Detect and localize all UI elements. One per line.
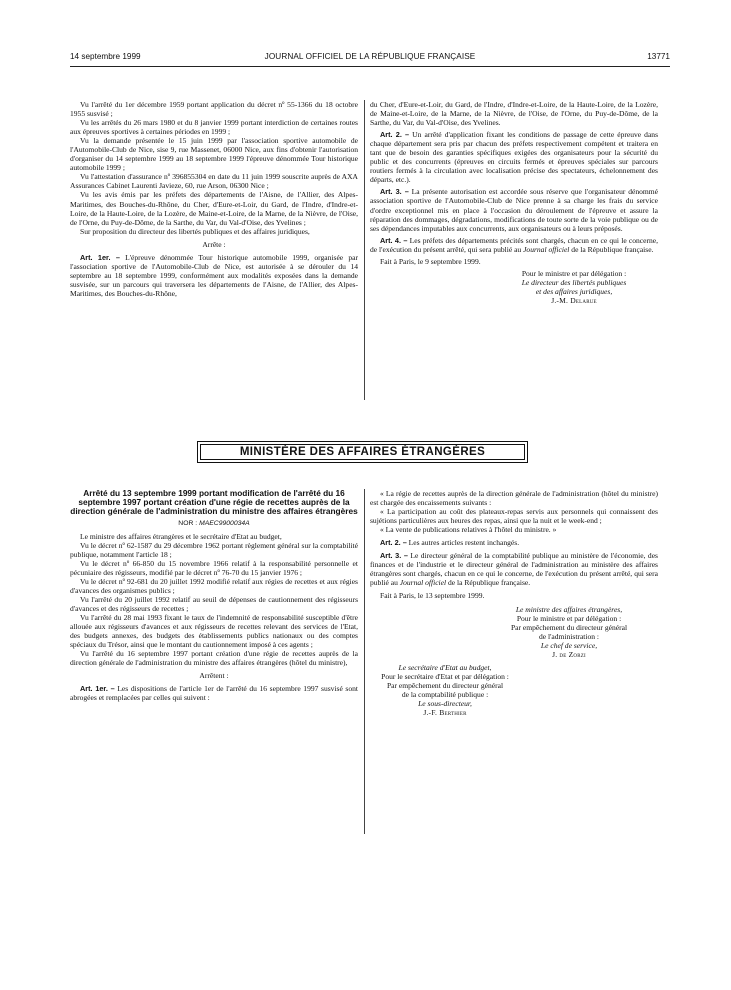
top-right-column — [370, 100, 658, 305]
signature-line: de l'administration : — [538, 631, 600, 641]
visa-paragraph: Vu l'arrêté du 28 mai 1993 fixant le taux de l'indemnité de responsabilité susceptible d'être allouée aux régisseurs d'avances et aux régisseurs de recettes relevant des services de l'Etat, des budgets annexes, des budgets des établissements publics nationaux ou des comptes spéciaux du Trésor, ainsi que le montant du cautionnement imposé à ces agents ; — [70, 613, 358, 650]
signature-line: Le ministre des affaires étrangères, — [515, 604, 623, 614]
journal-officiel-ref: Journal officiel — [399, 578, 447, 588]
visa-paragraph: Vu le décret nº 66-850 du 15 novembre 1966 relatif à la responsabilité personnelle et pécuniaire des régisseurs, modifié par le décret nº 76-70 du 15 janvier 1976 ; — [70, 558, 358, 577]
article-text: Les préfets des départements précités sont chargés, chacun en ce qui le concerne, de l'exécution du présent arrêté, qui sera publié au — [370, 235, 659, 254]
article-text: L'épreuve dénommée Tour historique automobile 1999, organisée par l'association sportive de l'Automobile-Club de Nice, est autorisée à se dérouler du 14 septembre au 18 septembre 1999, conformément aux modalités exposées dans la demande susvisée, sur un parcours qui traversera les départements de l'Aisne, de l'Allier, des Alpes-Maritimes, des Bouches-du-Rhône, — [70, 252, 358, 298]
signature-block-budget — [370, 663, 520, 717]
article-2 — [370, 130, 658, 184]
signatory-name: J.-M. Delarue — [551, 295, 597, 305]
article-4 — [370, 236, 658, 254]
visa-paragraph: Vu les avis émis par les préfets des départements de l'Aisne, de l'Allier, des Alpes-Maritimes, des Bouches-du-Rhône, du Cher, d'Eure-et-Loir, du Gard, de l'Indre, d'Indre-et-Loire, de la Haute-Loire, de la Lozère, de Maine-et-Loire, de la Marne, de la Nièvre, de l'Oise, de l'Orne, du Puy-de-Dôme, de la Sarthe, du Var, du Val-d'Oise, des Yvelines ; — [70, 190, 358, 227]
article-1 — [70, 253, 358, 298]
article-3 — [370, 187, 658, 232]
article-text: de la République française. — [446, 578, 531, 588]
article-1 — [70, 684, 358, 702]
article-text: Les autres articles restent inchangés. — [406, 538, 520, 548]
header-journal-title: JOURNAL OFFICIEL DE LA RÉPUBLIQUE FRANÇAISE — [264, 52, 476, 61]
signing-date: Fait à Paris, le 13 septembre 1999. — [380, 591, 485, 601]
signatory-name: J.-F. Berthier — [423, 708, 467, 718]
visa-paragraph: Sur proposition du directeur des libertés publiques et des affaires juridiques, — [80, 226, 310, 236]
signature-line: Pour le ministre et par délégation : — [516, 613, 622, 623]
ministry-banner-title: MINISTÈRE DES AFFAIRES ÉTRANGÈRES — [200, 444, 525, 460]
article-text: Le directeur général de la comptabilité publique au ministère de l'économie, des finances et de l'industrie et le directeur général de l'administration au ministère des affaires étrangères sont chargés, chacun en ce qui le concerne, de l'exécution du présent arrêté, qui sera publié au — [370, 551, 658, 588]
signature-line: et des affaires juridiques, — [535, 286, 613, 296]
article-label: Art. 2. – — [380, 538, 407, 548]
visa-paragraph: Vu la demande présentée le 15 juin 1999 par l'association sportive automobile de l'Automobile-Club de Nice, sise 9, rue Massenet, 06000 Nice, aux fins d'obtenir l'autorisation d'organiser du 14 septembre 1999 au 18 septembre 1999 l'épreuve dénommée Tour historique automobile 1999 ; — [70, 136, 358, 173]
article-text: La présente autorisation est accordée sous réserve que l'organisateur dénommé association sportive de l'Automobile-Club de Nice prenne à sa charge les frais du service d'ordre exceptionnel mis en place à l'occasion du déroulement de l'épreuve et assure la réparation des dommages, dégradations, modifications de toute sorte de la voie publique ou de ses dépendances imputables aux concurrents, aux organisateurs ou à leurs préposés. — [370, 187, 659, 233]
article-label: Art. 1er. – — [80, 252, 120, 262]
journal-officiel-ref: Journal officiel — [523, 244, 570, 254]
page-header — [70, 52, 670, 66]
visa-paragraph: Vu le décret nº 92-681 du 20 juillet 1992 modifié relatif aux régies de recettes et aux régies d'avances des organismes publics ; — [70, 576, 358, 595]
article-label: Art. 3. – — [380, 551, 408, 561]
article-label: Art. 2. – — [380, 130, 410, 140]
signature-line: Par empêchement du directeur général — [386, 680, 504, 690]
article-text: Un arrêté d'application fixant les conditions de passage de cette épreuve dans chaque département sera pris par chacun des préfets respectivement compétent et traitera en tant que de besoin des garanties spécifiques exigées des organisateurs pour la sécurité du public et des concurrents (épreuves en circuits fermés et épreuves spéciales sur parcours routiers fermés à la circulation avec localisation précise des spectateurs, échelonnement des départs, etc.). — [370, 130, 659, 185]
header-page-number: 13771 — [647, 52, 670, 61]
article-label: Art. 1er. – — [80, 684, 115, 694]
signature-line: Le secrétaire d'Etat au budget, — [398, 662, 492, 672]
signature-block — [490, 269, 658, 305]
quoted-text: « La participation au coût des plateaux-repas servis aux personnels qui connaissent des sujétions particulières aux heures des repas, ainsi que la nuit et le week-end ; — [370, 507, 658, 526]
signature-line: Le chef de service, — [540, 640, 598, 650]
visa-paragraph: Vu l'arrêté du 20 juillet 1992 relatif au seuil de dépenses de cautionnement des régisseurs d'avances et des régisseurs de recettes ; — [70, 594, 358, 614]
ministry-banner — [197, 441, 528, 463]
article-label: Art. 3. – — [380, 187, 409, 197]
visa-paragraph: Vu l'arrêté du 16 septembre 1997 portant création d'une régie de recettes auprès de la direction générale de l'administration du ministre des affaires étrangères (hôtel du ministre), — [70, 649, 358, 668]
column-divider — [364, 489, 365, 834]
arrete-title: Arrêté du 13 septembre 1999 portant modification de l'arrêté du 16 septembre 1997 portant création d'une régie de recettes auprès de la direction générale de l'administration du ministre des affaires étrangères — [70, 488, 358, 517]
article-text: Les dispositions de l'article 1er de l'arrêté du 16 septembre 1997 susvisé sont abrogées et remplacées par celles qui suivent : — [70, 684, 358, 703]
arretent-heading: Arrêtent : — [199, 671, 229, 681]
continuation-text: du Cher, d'Eure-et-Loir, du Gard, de l'Indre, d'Indre-et-Loire, de la Haute-Loire, de la Lozère, de Maine-et-Loire, de la Marne, de la Nièvre, de l'Oise, de l'Orne, du Puy-de-Dôme, de la Sarthe, du Var, du Val-d'Oise, des Yvelines. — [370, 100, 658, 128]
arrete-heading: Arrête : — [202, 239, 226, 249]
visa-paragraph: Vu le décret nº 62-1587 du 29 décembre 1962 portant règlement général sur la comptabilité publique, notamment l'article 18 ; — [70, 540, 358, 559]
nor-reference: NOR : MAEC9900034A — [178, 519, 250, 527]
signature-line: Par empêchement du directeur général — [510, 622, 628, 632]
signature-block-minister — [480, 605, 658, 659]
quoted-text: « La vente de publications relatives à l'hôtel du ministre. » — [380, 525, 557, 535]
visa-paragraph: Vu l'attestation d'assurance nº 396855304 en date du 11 juin 1999 souscrite auprès de AXA Assurances Cabinet Laurenti Javieze, 60, rue Arson, 06300 Nice ; — [70, 172, 358, 191]
article-text: de la République française. — [569, 244, 654, 254]
header-rule — [70, 66, 670, 67]
bottom-right-column — [370, 489, 658, 717]
signature-line: Pour le secrétaire d'Etat et par délégation : — [381, 671, 509, 681]
signature-line: Le sous-directeur, — [418, 698, 472, 708]
signature-line: de la comptabilité publique : — [401, 689, 489, 699]
article-label: Art. 4. – — [380, 235, 408, 245]
bottom-left-column — [70, 489, 358, 703]
article-2 — [370, 538, 658, 547]
column-divider — [364, 100, 365, 400]
signature-line: Pour le ministre et par délégation : — [521, 268, 627, 278]
quoted-text: « La régie de recettes auprès de la direction générale de l'administration (hôtel du ministre) est chargée des encaissements suivants : — [370, 489, 658, 508]
signature-line: Le directeur des libertés publiques — [521, 277, 627, 287]
header-date: 14 septembre 1999 — [70, 52, 141, 61]
top-left-column — [70, 100, 358, 298]
signatory-name: J. de Zorzi — [552, 649, 586, 659]
visa-paragraph: Vu les arrêtés du 26 mars 1980 et du 8 janvier 1999 portant interdiction de certaines routes aux épreuves sportives à certaines périodes en 1999 ; — [70, 118, 358, 137]
visa-paragraph: Vu l'arrêté du 1er décembre 1959 portant application du décret nº 55-1366 du 18 octobre 1955 susvisé ; — [70, 100, 358, 119]
visa-paragraph: Le ministre des affaires étrangères et le secrétaire d'Etat au budget, — [80, 531, 282, 541]
article-3 — [370, 551, 658, 587]
signing-date: Fait à Paris, le 9 septembre 1999. — [380, 256, 481, 266]
